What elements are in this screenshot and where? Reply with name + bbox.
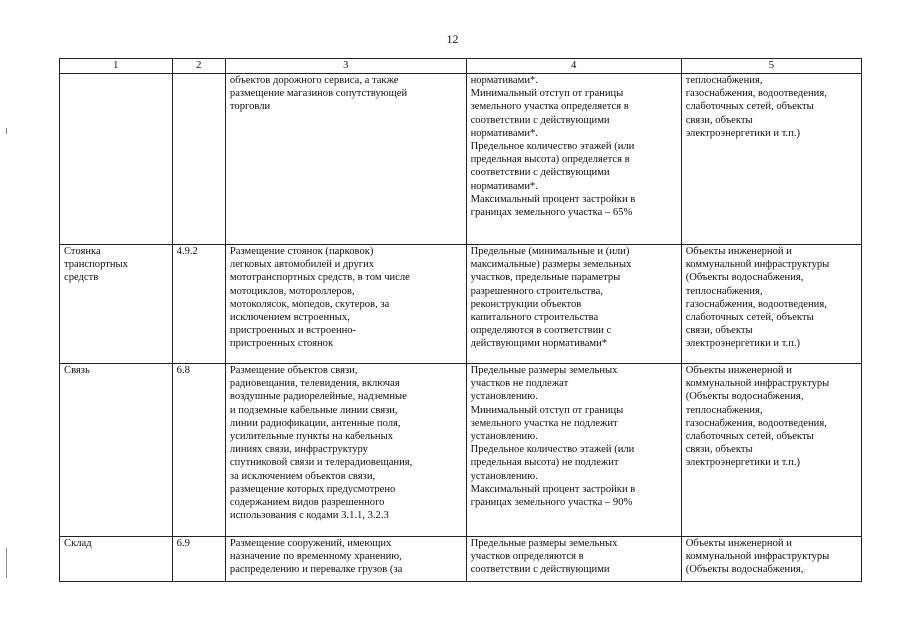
cell-text-line: Предельные размеры земельных xyxy=(470,538,618,549)
cell-text-line: усилительные пункты на кабельных xyxy=(229,431,394,443)
cell-text-line: воздушные радиорелейные, надземные xyxy=(229,391,407,403)
cell-text-line: 6.8 xyxy=(176,365,190,376)
parameters-cell xyxy=(466,74,681,245)
column-header-1: 1 xyxy=(60,59,173,74)
cell-text-line: линии радиофикации, антенные поля, xyxy=(229,417,401,429)
cell-text-line: Объекты инженерной и xyxy=(685,365,792,376)
cell-text-line: Склад xyxy=(64,538,92,549)
cell-text-line: связи, объекты xyxy=(685,325,753,337)
cell-text-line: Предельное количество этажей (или xyxy=(470,141,635,153)
land-use-table xyxy=(59,58,862,582)
parameters-cell xyxy=(466,364,681,537)
cell-text-line: участков определяются в xyxy=(470,551,584,563)
cell-text-line: (Объекты водоснабжения, xyxy=(685,272,804,284)
use-name-cell xyxy=(60,245,173,364)
column-number-row xyxy=(60,59,862,74)
use-code-cell xyxy=(172,364,225,537)
page-number: 12 xyxy=(446,32,459,46)
cell-text-line: и подземные кабельные линии связи, xyxy=(229,404,398,416)
cell-text-line: электроэнергетики и т.п.) xyxy=(685,127,801,139)
cell-text-line: Объекты инженерной и xyxy=(685,538,792,549)
cell-text-line: Минимальный отступ от границы xyxy=(470,404,624,416)
use-name-cell xyxy=(60,537,173,582)
use-description-cell xyxy=(225,537,466,582)
cell-text-line: мотоколясок, мопедов, скутеров, за xyxy=(229,298,390,310)
cell-text-line: содержанием видов разрешенного xyxy=(229,497,385,509)
use-code-cell xyxy=(172,537,225,582)
cell-text-line: нормативами*. xyxy=(470,127,538,139)
cell-text-line: (Объекты водоснабжения, xyxy=(685,564,804,576)
cell-text-line: соответствии с действующими xyxy=(470,167,610,179)
cell-text-line: нормативами*. xyxy=(470,180,538,192)
table-row xyxy=(60,245,862,364)
cell-text-line: использования с кодами 3.1.1, 3.2.3 xyxy=(229,510,389,522)
cell-text-line: действующими нормативами* xyxy=(470,338,608,350)
cell-text-line: спутниковой связи и телерадиовещания, xyxy=(229,457,413,469)
cell-text-line: Максимальный процент застройки в xyxy=(470,193,636,205)
cell-text-line: соответствии с действующими xyxy=(470,564,610,576)
table-row xyxy=(60,364,862,537)
cell-text-line: связи, объекты xyxy=(685,114,753,126)
cell-text-line: соответствии с действующими xyxy=(470,114,610,126)
cell-text-line: установлению. xyxy=(470,470,538,482)
use-code-cell xyxy=(172,245,225,364)
cell-text-line: слаботочных сетей, объекты xyxy=(685,431,814,443)
cell-text-line: земельного участка определяется в xyxy=(470,101,629,113)
table-row xyxy=(60,74,862,245)
cell-text-line: электроэнергетики и т.п.) xyxy=(685,457,801,469)
cell-text-line: коммунальной инфраструктуры xyxy=(685,259,830,271)
cell-text-line: капитального строительства xyxy=(470,312,599,324)
cell-text-line: Связь xyxy=(64,365,90,376)
column-header-2: 2 xyxy=(172,59,225,74)
cell-text-line: Размещение объектов связи, xyxy=(229,365,358,376)
cell-text-line: исключением встроенных, xyxy=(229,312,350,324)
cell-text-line: Размещение стоянок (парковок) xyxy=(229,246,374,257)
cell-text-line: определяются в соответствии с xyxy=(470,325,612,337)
cell-text-line: нормативами*. xyxy=(470,75,538,86)
cell-text-line: реконструкции объектов xyxy=(470,298,582,310)
infrastructure-cell xyxy=(681,364,861,537)
cell-text-line: мотоциклов, мотороллеров, xyxy=(229,285,355,297)
infrastructure-cell xyxy=(681,74,861,245)
cell-text-line: распределению и перевалке грузов (за xyxy=(229,564,403,576)
cell-text-line: теплоснабжения, xyxy=(685,75,763,86)
cell-text-line: линиях связи, инфраструктуру xyxy=(229,444,368,456)
cell-text-line: Объекты инженерной и xyxy=(685,246,792,257)
cell-text-line: размещение магазинов сопутствующей xyxy=(229,88,408,100)
cell-text-line: мототранспортных средств, в том числе xyxy=(229,272,410,284)
cell-text-line: предельная высота) определяется в xyxy=(470,154,630,166)
cell-text-line: пристроенных и встроенно- xyxy=(229,325,357,337)
cell-text-line: пристроенных стоянок xyxy=(229,338,334,350)
use-description-cell xyxy=(225,364,466,537)
cell-text-line: участков не подлежат xyxy=(470,378,569,390)
cell-text-line: предельная высота) не подлежит xyxy=(470,457,619,469)
cell-text-line: Максимальный процент застройки в xyxy=(470,483,636,495)
cell-text-line: земельного участка не подлежит xyxy=(470,417,618,429)
cell-text-line: установлению. xyxy=(470,391,538,403)
cell-text-line: границах земельного участка – 65% xyxy=(470,207,633,219)
use-description-cell xyxy=(225,74,466,245)
cell-text-line: транспортных xyxy=(64,259,128,271)
use-name-cell xyxy=(60,364,173,537)
cell-text-line: объектов дорожного сервиса, а также xyxy=(229,75,399,86)
use-name-cell xyxy=(60,74,173,245)
cell-text-line: размещение которых предусмотрено xyxy=(229,483,396,495)
cell-text-line: газоснабжения, водоотведения, xyxy=(685,417,827,429)
infrastructure-cell xyxy=(681,245,861,364)
use-description-cell xyxy=(225,245,466,364)
cell-text-line: Размещение сооружений, имеющих xyxy=(229,538,392,549)
parameters-cell xyxy=(466,245,681,364)
cell-text-line: участков, предельные параметры xyxy=(470,272,621,284)
column-header-4: 4 xyxy=(466,59,681,74)
cell-text-line: границах земельного участка – 90% xyxy=(470,497,633,509)
cell-text-line: Предельные размеры земельных xyxy=(470,365,618,376)
cell-text-line: разрешенного строительства, xyxy=(470,285,604,297)
cell-text-line: слаботочных сетей, объекты xyxy=(685,101,814,113)
cell-text-line: установлению. xyxy=(470,431,538,443)
cell-text-line: Стоянка xyxy=(64,246,101,257)
cell-text-line: газоснабжения, водоотведения, xyxy=(685,88,827,100)
column-header-3: 3 xyxy=(225,59,466,74)
cell-text-line: 4.9.2 xyxy=(176,246,198,257)
cell-text-line: газоснабжения, водоотведения, xyxy=(685,298,827,310)
infrastructure-cell xyxy=(681,537,861,582)
cell-text-line: Предельные (минимальные и (или) xyxy=(470,246,630,257)
cell-text-line: Предельное количество этажей (или xyxy=(470,444,635,456)
cell-text-line: торговли xyxy=(229,101,271,113)
cell-text-line: связи, объекты xyxy=(685,444,753,456)
margin-mark-bottom xyxy=(6,548,7,578)
cell-text-line: 6.9 xyxy=(176,538,190,549)
use-code-cell xyxy=(172,74,225,245)
table-row xyxy=(60,537,862,582)
cell-text-line: максимальные) размеры земельных xyxy=(470,259,632,271)
cell-text-line: коммунальной инфраструктуры xyxy=(685,551,830,563)
cell-text-line: электроэнергетики и т.п.) xyxy=(685,338,801,350)
cell-text-line: за исключением объектов связи, xyxy=(229,470,376,482)
cell-text-line: радиовещания, телевидения, включая xyxy=(229,378,400,390)
margin-mark-top xyxy=(6,128,7,134)
cell-text-line: (Объекты водоснабжения, xyxy=(685,391,804,403)
cell-text-line: средств xyxy=(64,272,99,284)
parameters-cell xyxy=(466,537,681,582)
cell-text-line: Минимальный отступ от границы xyxy=(470,88,624,100)
cell-text-line: назначение по временному хранению, xyxy=(229,551,402,563)
cell-text-line: теплоснабжения, xyxy=(685,404,763,416)
cell-text-line: слаботочных сетей, объекты xyxy=(685,312,814,324)
cell-text-line: коммунальной инфраструктуры xyxy=(685,378,830,390)
column-header-5: 5 xyxy=(681,59,861,74)
cell-text-line: теплоснабжения, xyxy=(685,285,763,297)
cell-text-line: легковых автомобилей и других xyxy=(229,259,375,271)
